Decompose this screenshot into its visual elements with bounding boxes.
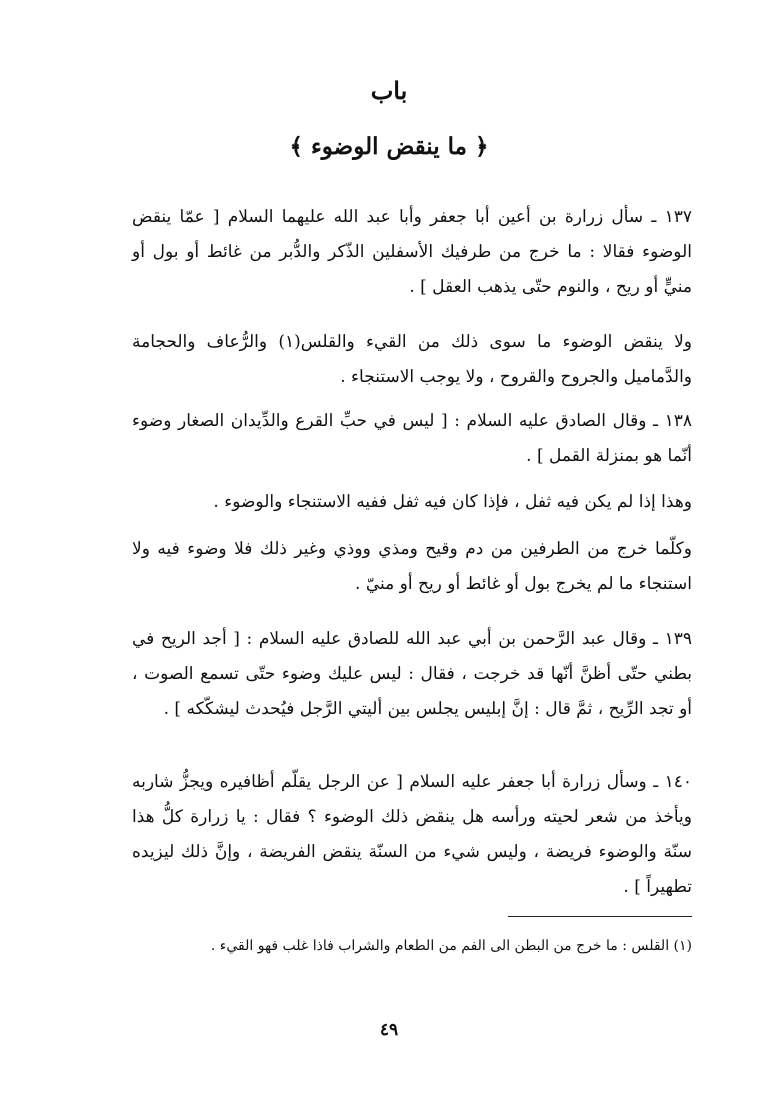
hadith-paragraph-139: ١٣٩ ـ وقال عبد الرَّحمن بن أبي عبد الله للصادق عليه السلام : [ أجد الريح في بطني حتّى أظنَّ أنّها قد خرجت ، فقال : ليس عليك وضوء حتّى تسمع الصوت ، أو تجد الرِّيح ، ثمَّ قال : إنَّ إبليس يجلس بين أليتي الرَّجل فيُحدث ليشكّكه ] . xyxy=(132,629,692,719)
footnote-divider xyxy=(508,916,692,917)
footnote: (١) القلس : ما خرج من البطن الى الفم من الطعام والشراب فاذا غلب فهو القيء . xyxy=(210,938,692,954)
hadith-paragraph-138: ١٣٨ ـ وقال الصادق عليه السلام : [ ليس في حبِّ القرع والدِّيدان الصغار وضوء أنّما هو بمنزلة القمل ] . xyxy=(132,411,692,466)
hadith-paragraph-140: ١٤٠ ـ وسأل زرارة أبا جعفر عليه السلام [ عن الرجل يقلّم أظافيره ويجزُّ شاربه ويأخذ من شعر لحيته ورأسه هل ينقض ذلك الوضوء ؟ فقال : يا زرارة كلُّ هذا سنّة والوضوء فريضة ، وليس شيء من السنّة ينقض الفريضة ، وإنَّ ذلك ليزيده تطهيراً ] . xyxy=(132,772,692,897)
hadith-paragraph-137: ١٣٧ ـ سأل زرارة بن أعين أبا جعفر وأبا عبد الله عليهما السلام [ عمّا ينقض الوضوء فقالا : ما خرج من طرفيك الأسفلين الذّكر والدُّبر من غائط أو بول أو منيٍّ أو ريح ، والنوم حتّى يذهب العقل ] . xyxy=(132,207,692,297)
chapter-title: ﴿ ما ينقض الوضوء ﴾ xyxy=(289,133,489,160)
commentary-paragraph: وكلّما خرج من الطرفين من دم وقيح ومذي ووذي وغير ذلك فلا وضوء فيه ولا استنجاء ما لم يخرج بول أو غائط أو ريح أو منيّ . xyxy=(132,539,692,594)
chapter-label: باب xyxy=(370,76,408,105)
commentary-paragraph: ولا ينقض الوضوء ما سوى ذلك من القيء والقلس(١) والرُّعاف والحجامة والدَّماميل والجروح والقروح ، ولا يوجب الاستنجاء . xyxy=(132,332,692,387)
commentary-paragraph: وهذا إذا لم يكن فيه ثفل ، فإذا كان فيه ثفل ففيه الاستنجاء والوضوء . xyxy=(213,492,692,512)
page-number: ٤٩ xyxy=(379,1020,399,1040)
